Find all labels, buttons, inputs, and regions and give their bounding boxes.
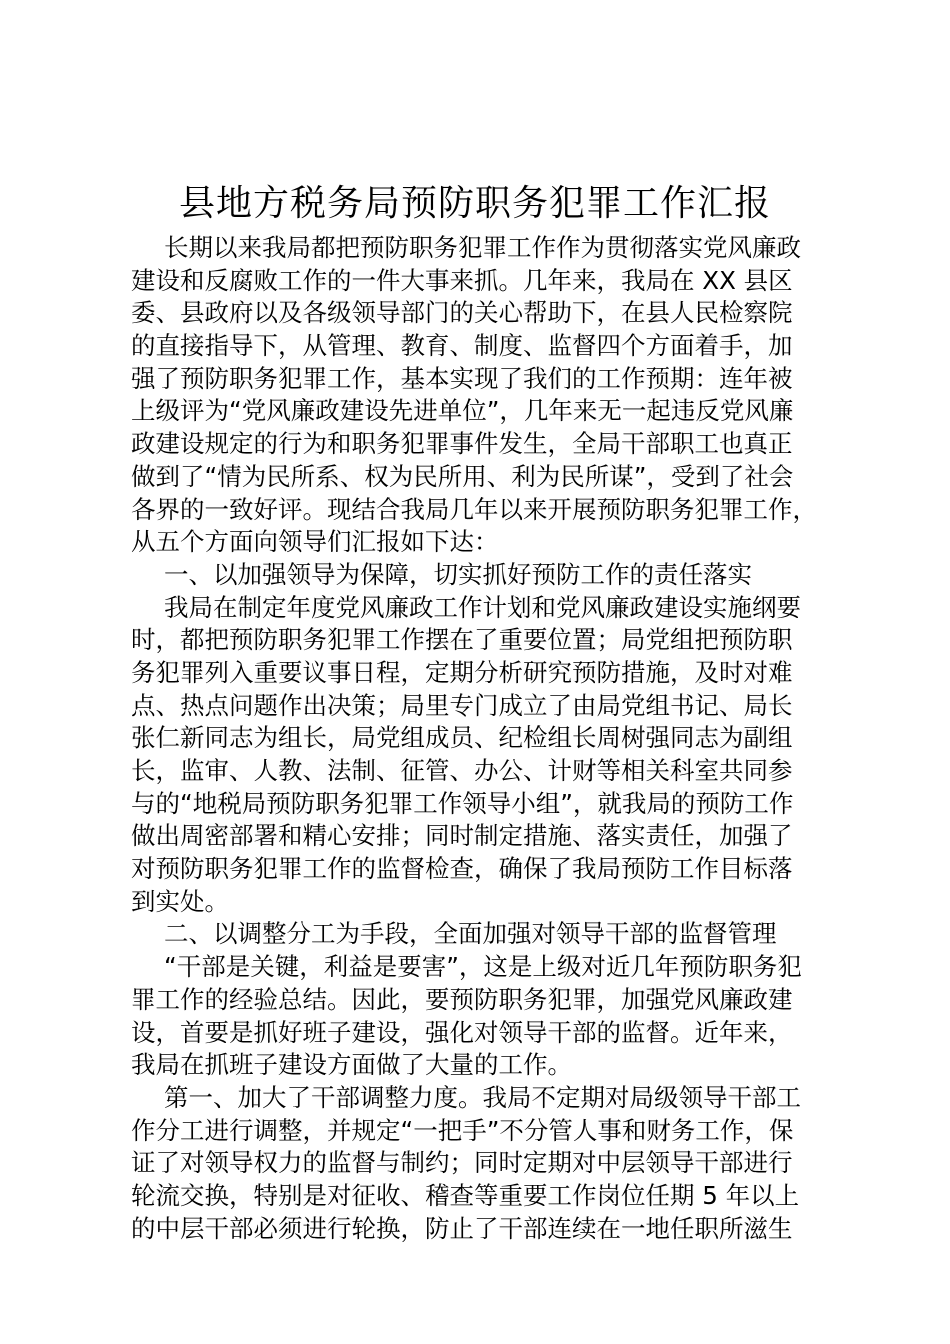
paragraph-line: 点、热点问题作出决策；局里专门成立了由局党组书记、局长	[131, 690, 793, 720]
paragraph-line: 第一、加大了干部调整力度。我局不定期对局级领导干部工	[164, 1082, 801, 1112]
paragraph-line: 我局在制定年度党风廉政工作计划和党风廉政建设实施纲要	[164, 592, 801, 622]
paragraph-line: 证了对领导权力的监督与制约；同时定期对中层领导干部进行	[131, 1148, 793, 1178]
paragraph-line: 各界的一致好评。现结合我局几年以来开展预防职务犯罪工作，	[131, 494, 817, 524]
paragraph-line: 到实处。	[131, 886, 229, 916]
paragraph-line: 务犯罪列入重要议事日程，定期分析研究预防措施，及时对难	[131, 657, 793, 687]
paragraph-line: 做出周密部署和精心安排；同时制定措施、落实责任，加强了	[131, 821, 793, 851]
paragraph-line: 的中层干部必须进行轮换，防止了干部连续在一地任职所滋生	[131, 1213, 793, 1243]
paragraph-line: 建设和反腐败工作的一件大事来抓。几年来，我局在 XX 县区	[131, 265, 793, 295]
paragraph-line: 强了预防职务犯罪工作，基本实现了我们的工作预期：连年被	[131, 363, 793, 393]
paragraph-line: “干部是关键，利益是要害”，这是上级对近几年预防职务犯	[164, 952, 802, 982]
paragraph-line: 时，都把预防职务犯罪工作摆在了重要位置；局党组把预防职	[131, 625, 793, 655]
section-heading: 二、以调整分工为手段，全面加强对领导干部的监督管理	[164, 919, 777, 949]
section-heading: 一、以加强领导为保障，切实抓好预防工作的责任落实	[164, 559, 752, 589]
paragraph-line: 作分工进行调整，并规定“一把手”不分管人事和财务工作，保	[131, 1115, 794, 1145]
paragraph-line: 轮流交换，特别是对征收、稽查等重要工作岗位任期 5 年以上	[131, 1180, 800, 1210]
paragraph-line: 做到了“情为民所系、权为民所用、利为民所谋”，受到了社会	[131, 461, 794, 491]
document-title: 县地方税务局预防职务犯罪工作汇报	[178, 183, 771, 224]
paragraph-line: 设，首要是抓好班子建设，强化对领导干部的监督。近年来，	[131, 1017, 793, 1047]
document-body	[131, 232, 843, 1245]
paragraph-line: 罪工作的经验总结。因此，要预防职务犯罪，加强党风廉政建	[131, 984, 793, 1014]
paragraph-line: 与的“地税局预防职务犯罪工作领导小组”，就我局的预防工作	[131, 788, 794, 818]
paragraph-line: 委、县政府以及各级领导部门的关心帮助下，在县人民检察院	[131, 298, 793, 328]
paragraph-line: 对预防职务犯罪工作的监督检查，确保了我局预防工作目标落	[131, 854, 793, 884]
paragraph-line: 长期以来我局都把预防职务犯罪工作作为贯彻落实党风廉政	[164, 233, 801, 262]
paragraph-line: 长，监审、人教、法制、征管、办公、计财等相关科室共同参	[131, 756, 793, 785]
paragraph-line: 张仁新同志为组长，局党组成员、纪检组长周树强同志为副组	[131, 723, 793, 753]
paragraph-line: 从五个方面向领导们汇报如下达：	[131, 527, 499, 557]
paragraph-line: 的直接指导下，从管理、教育、制度、监督四个方面着手，加	[131, 331, 793, 361]
paragraph-line: 政建设规定的行为和职务犯罪事件发生，全局干部职工也真正	[131, 429, 793, 459]
paragraph-line: 我局在抓班子建设方面做了大量的工作。	[131, 1050, 572, 1080]
paragraph-line: 上级评为“党风廉政建设先进单位”，几年来无一起违反党风廉	[131, 396, 794, 426]
